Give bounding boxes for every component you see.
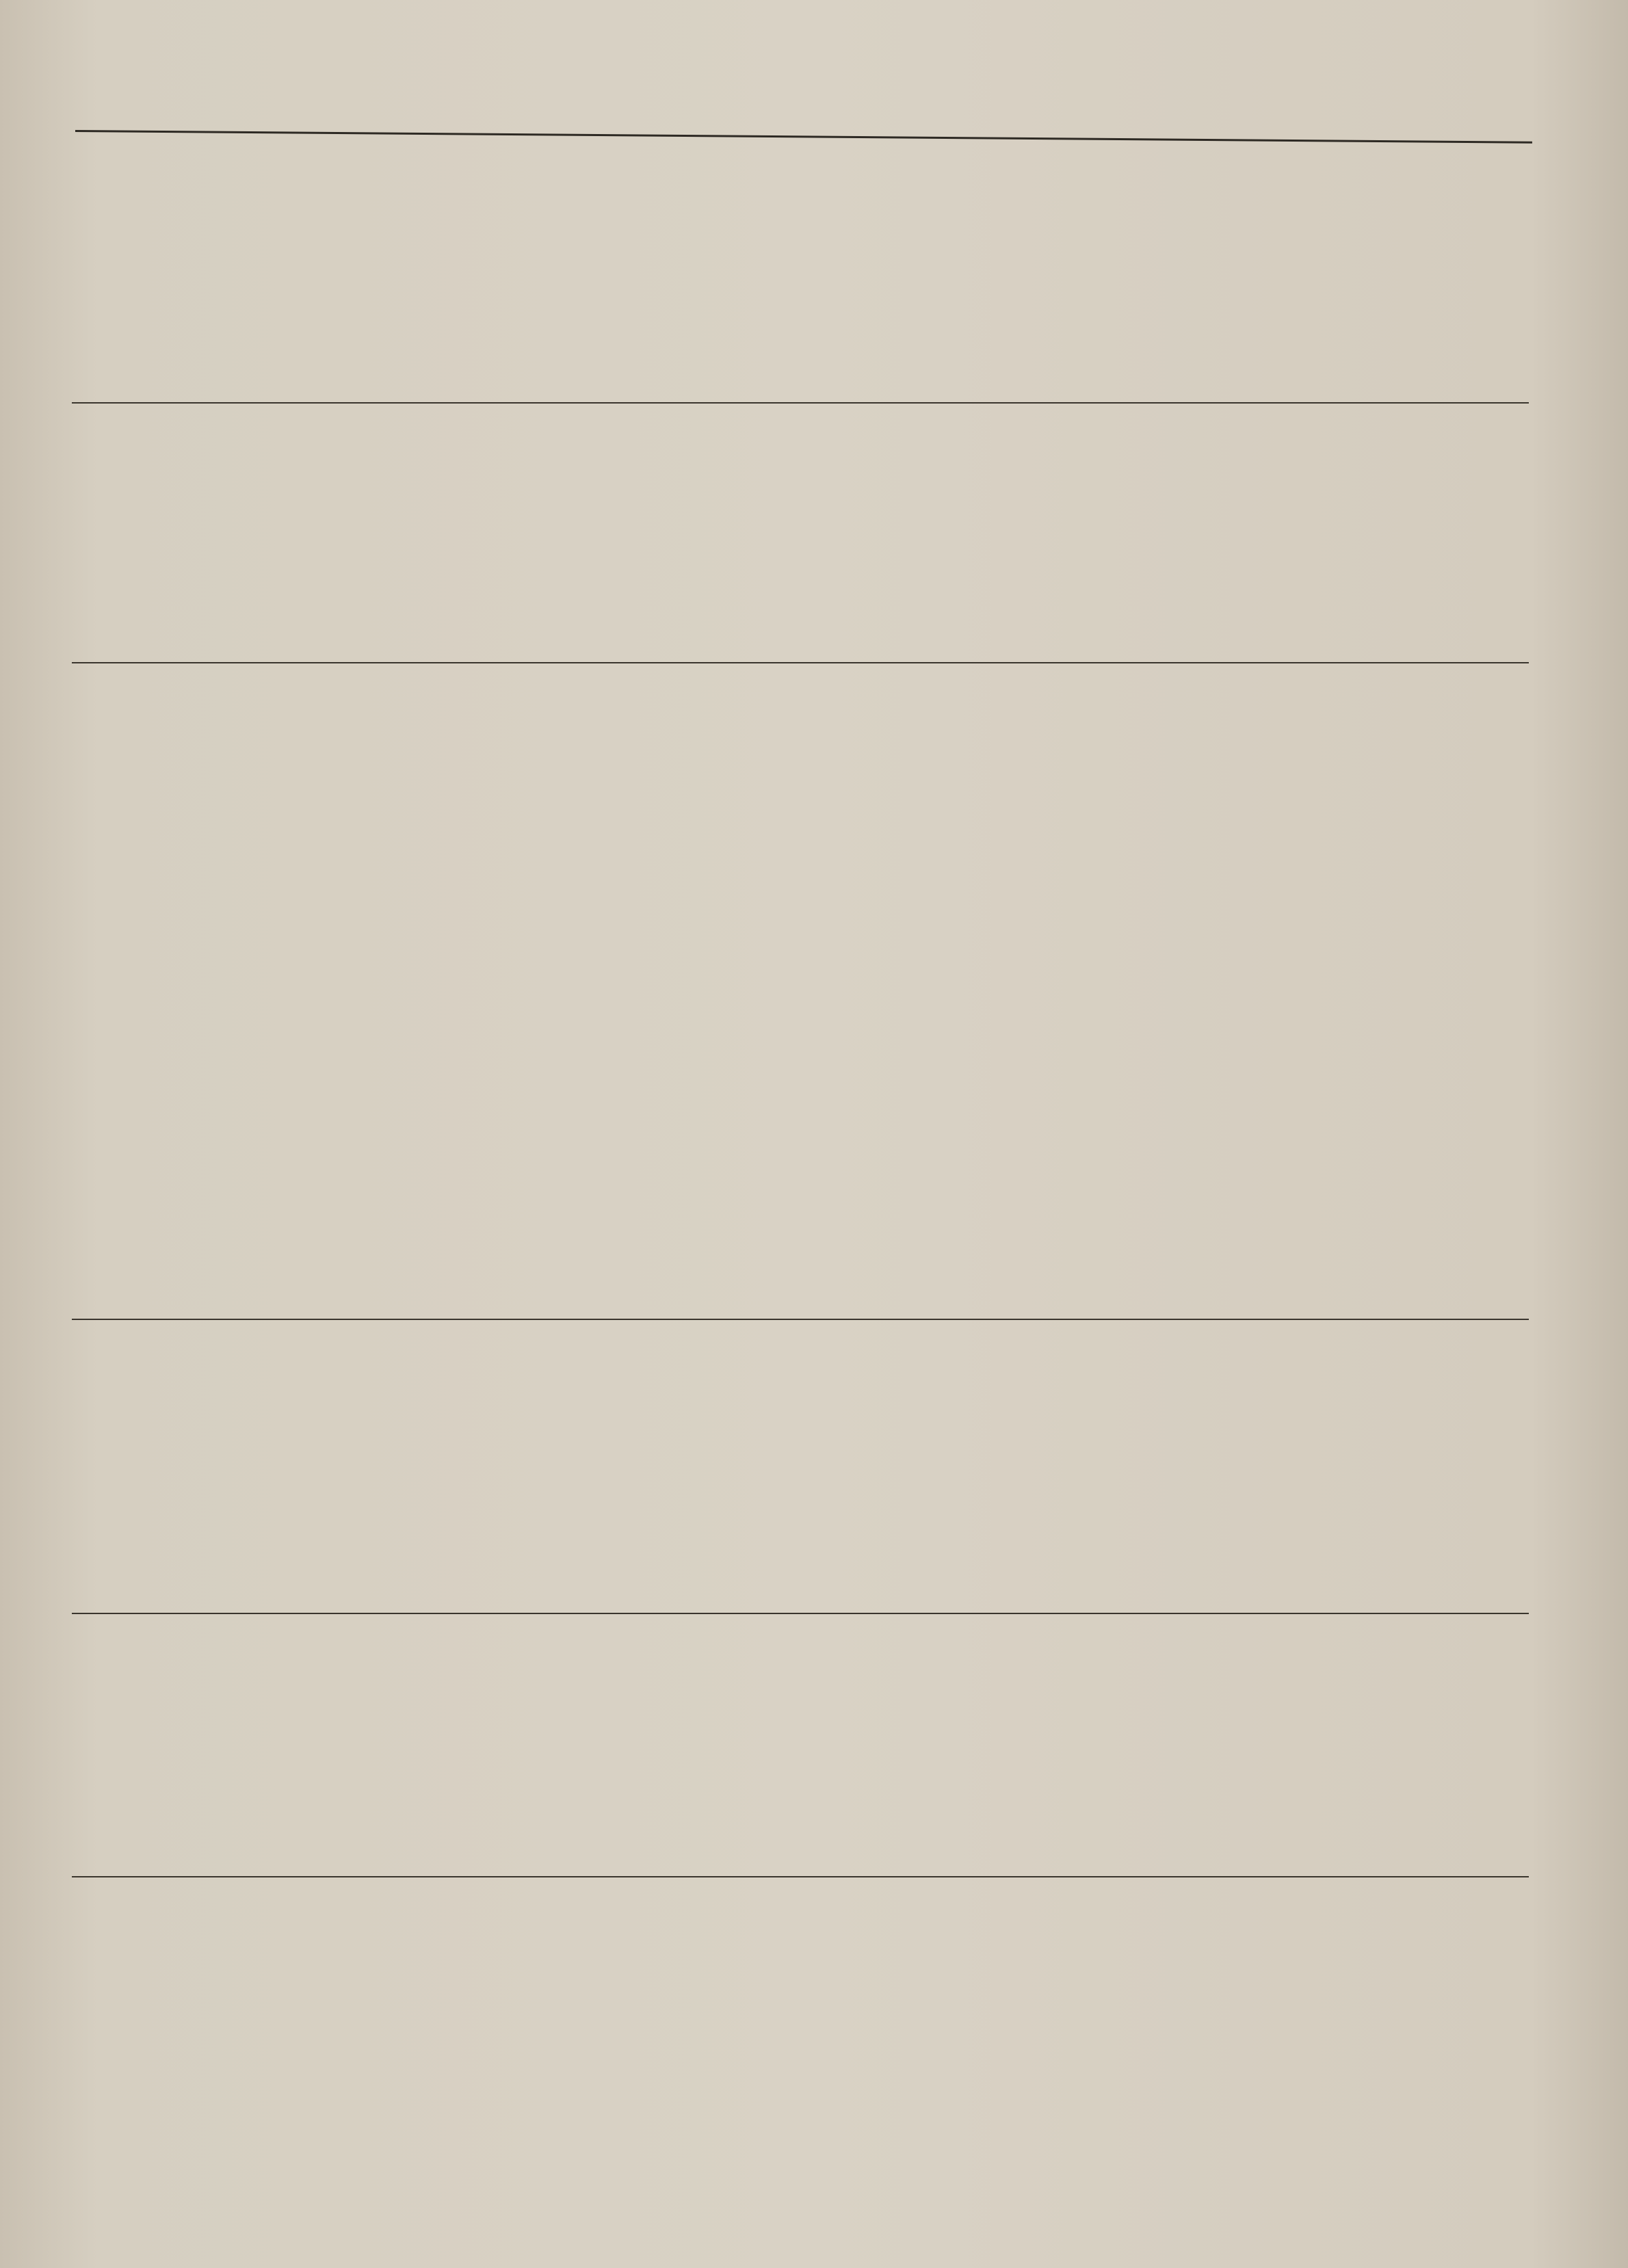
column-divider — [72, 662, 1529, 663]
column-divider — [72, 402, 1529, 404]
rotated-table-container — [72, 133, 1529, 2185]
column-divider — [72, 1319, 1529, 1320]
proceedings-table — [72, 133, 1529, 2185]
page-header — [89, 72, 1512, 113]
column-divider — [72, 1613, 1529, 1614]
column-divider — [72, 1876, 1529, 1877]
